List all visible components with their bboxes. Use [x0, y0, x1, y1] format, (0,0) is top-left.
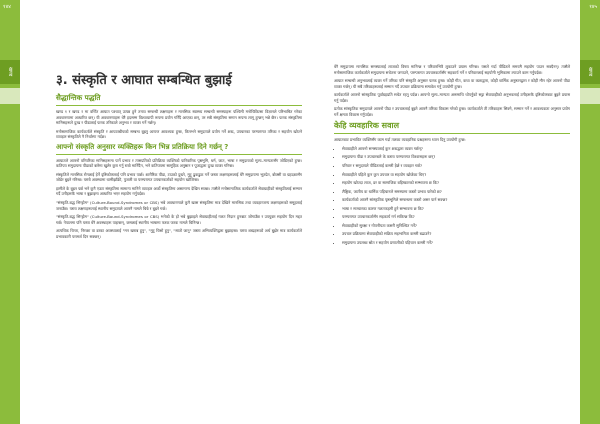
paragraph: धेरै समुदायमा मानसिक समस्यालाई लाजको विषय मानिन्छ र परिवारभित्रै लुकाउने प्रयास गरिन्छ। यसले गर्दा पीडितले समयमै सहयोग पाउन सक्दैनन्। त्यसैले मनोसामाजिक कार्यकर्ताले समुदायमा सचेतना जगाउने, परम्परागत उपचारकर्तासँग सहकार्य गर्ने र परिवारलाई सहयोगी भूमिकामा ल्याउने काम गर्नुपर्दछ।	[334, 64, 570, 75]
paragraph: आघात सम्बन्धी अनुभवलाई व्यक्त गर्ने तरिका पनि संस्कृति अनुसार फरक हुन्छ। कोही गीत, कथा वा कलाद्वारा, कोही धार्मिक अनुष्ठानद्वारा र कोही मौन रहेर आफ्नो पीडा व्यक्त गर्छन्। यी सबै तरिकाहरूलाई सम्मान गर्दै उपचार प्रक्रियामा समावेश गर्नु उपयोगी हुन्छ।	[334, 78, 570, 89]
practical-questions-list	[334, 146, 570, 246]
left-page-number: १४४	[3, 4, 11, 10]
list-item: • सहयोग खोज्दा लाज, डर वा सामाजिक बहिष्कारको सम्भावना छ कि?	[342, 180, 570, 186]
paragraph: संस्कृतिले मानसिक रोगलाई हेर्ने दृष्टिकोणलाई पनि प्रभाव पार्छ। शारीरिक पीडा, टाउको दुख्ने, मुटु ढुकढुक गर्ने जस्ता लक्षणहरूलाई धेरै समुदायमा भूतप्रेत, बोक्सी वा ग्रहदशासँग जोडेर बुझ्ने गरिन्छ। यस्तो अवस्थामा धामीझाँक्री, पुजारी वा परम्परागत उपचारकर्ताको सहयोग खोजिन्छ।	[56, 171, 302, 183]
paragraph: प्रत्येक सांस्कृतिक समुदायले आफ्नो पीडा र उपचारलाई बुझ्ने आफ्नै तरिका विकास गरेको हुन्छ। कार्यकर्ताले ती तरिकाहरू सिक्ने, सम्मान गर्ने र आवश्यकता अनुसार प्रयोग गर्ने क्षमता विकास गर्नुपर्दछ।	[334, 106, 570, 117]
paragraph: "संस्कृति-बद्ध सिन्ड्रोम" (Culture-Bound-Syndromes or CBS) भनेको के हो भन्ने बुझाइले सेवाग्राहीलाई गलत निदान हुनबाट जोगाउँछ र उपयुक्त सहयोग दिन मद्दत गर्छ। नेपालमा पनि यस्ता धेरै अवस्थाहरू पाइन्छन्, जसलाई स्थानीय भाषामा फरक फरक नामले चिनिन्छ।	[56, 214, 302, 225]
paragraph: खण्ड १ र खण्ड २ मा वर्णित आघात पश्चात् उत्पन्न हुने तनाव सम्बन्धी लक्षणहरू र मानसिक स्वास्थ्य सम्बन्धी समस्याहरू पश्चिमी मनोचिकित्सा विज्ञानले परिभाषित गरेका अवधारणामा आधारित छन्। यी अवधारणाहरू धेरै हदसम्म विश्वव्यापी रूपमा प्रयोग गरिँदै आएका छन्, तर सबै संस्कृतिमा समान रूपमा लागू हुन्छन् भन्ने छैन। फरक संस्कृतिमा मानिसहरूले दुःख र पीडालाई फरक तरिकाले अनुभव र व्यक्त गर्ने गर्छन्।	[56, 109, 302, 126]
left-column	[56, 0, 302, 424]
left-content	[56, 93, 302, 242]
list-item: • भाषा र सञ्चारका कारण गलतफहमी हुने सम्भावना छ कि?	[342, 206, 570, 212]
section-rule	[334, 133, 570, 134]
section-theory-title: सैद्धान्तिक पद्धति	[56, 93, 101, 102]
section-practical-title: केहि व्यवहारिक सवाल	[334, 121, 400, 131]
section-rule	[56, 105, 302, 106]
paragraph: अत्यधिक चिन्ता, निराशा वा डरका अवस्थालाई "मन खराब हुनु", "मुटु चिसो हुनु", "सातो जानु" जस्ता अभिव्यक्तिद्वारा बुझाइन्छ। यस्ता शब्दहरूको अर्थ बुझेर मात्र कार्यकर्ताले प्रभावकारी परामर्श दिन सक्छन्।	[56, 228, 302, 239]
practical-intro: आघातबाट प्रभावित व्यक्तिसँग काम गर्दा तलका व्यवहारिक प्रश्नहरूमा ध्यान दिनु उपयोगी हुन्छ:	[334, 137, 466, 143]
right-section-tab: खण्ड	[580, 60, 600, 84]
left-tab-accent	[0, 88, 20, 104]
chapter-title: ३. संस्कृति र आघात सम्बन्धित बुझाई	[56, 73, 232, 88]
list-item: • सेवाग्राहीले पहिले कुन कुन उपचार वा सहयोग खोजेका थिए?	[342, 172, 570, 178]
right-content	[334, 64, 570, 248]
section-rule	[56, 154, 302, 155]
list-item: • सेवाग्राहीको सुरक्षा र गोपनीयता कसरी सुनिश्चित गर्ने?	[342, 223, 570, 229]
paragraph: "संस्कृति-बद्ध सिन्ड्रोम" (Culture-Bound-Syndromes or CBS) भन्ने अवधारणाले कुनै खास संस्कृतिमा मात्र देखिने मानसिक तथा व्यवहारजन्य लक्षणहरूको समूहलाई जनाउँछ। यस्ता लक्षणहरूलाई स्थानीय समुदायले आफ्नै नामले चिन्ने र बुझ्ने गर्छ।	[56, 200, 302, 211]
right-column	[334, 0, 570, 424]
list-item: • समुदायमा उपलब्ध स्रोत र सहयोग प्रणालीको पहिचान कसरी गर्ने?	[342, 240, 570, 246]
section-culture-question-title: आफ्नो संस्कृति अनुसार व्यक्तिहरू किन भिन्न प्रतिक्रिया दिने गर्छन् ?	[56, 142, 229, 151]
list-item: • परिवार र समुदायले पीडितलाई कसरी हेर्छ र व्यवहार गर्छ?	[342, 163, 570, 169]
paragraph: कार्यकर्ताले आफ्नो सांस्कृतिक पूर्वाग्रहप्रति सचेत रहनु पर्दछ। आफ्नो मूल्य–मान्यता अरूमाथि थोपर्नुको सट्टा सेवाग्राहीको अनुभवलाई उनीहरूकै दृष्टिकोणबाट बुझ्ने प्रयास गर्नु पर्दछ।	[334, 92, 570, 103]
paragraph: हामीले के बुझ्न पर्छ भने कुनै एउटा संस्कृतिमा सामान्य मानिने व्यवहार अर्को संस्कृतिमा असामान्य देखिन सक्छ। त्यसैले मनोसामाजिक कार्यकर्ताले सेवाग्राहीको संस्कृतिलाई सम्मान गर्दै उनीहरूकै भाषा र बुझाइमा आधारित भएर सहयोग गर्नुपर्दछ।	[56, 185, 302, 197]
list-item: • कार्यकर्ताको आफ्नै सांस्कृतिक पृष्ठभूमिले सम्बन्धमा कस्तो असर पार्न सक्छ?	[342, 197, 570, 203]
list-item: • सेवाग्राहीले आफ्नो समस्यालाई कुन शब्दद्वारा व्यक्त गर्छन्?	[342, 146, 570, 152]
list-item: • परम्परागत उपचारकर्तासँग सहकार्य गर्न सकिन्छ कि?	[342, 214, 570, 220]
left-section-tab: खण्ड	[0, 60, 20, 84]
list-item: • उपचार प्रक्रियामा सेवाग्राहीको सक्रिय सहभागिता कसरी बढाउने?	[342, 231, 570, 237]
paragraph: मनोसामाजिक कार्यकर्ताले संस्कृति र आघातबीचको सम्बन्ध बुझ्नु अत्यन्त आवश्यक हुन्छ, किनभने समुदायले प्रयोग गर्ने शब्द, उपचारका परम्परागत तरिका र सहयोग खोज्ने व्यवहार संस्कृतिले नै निर्धारण गर्दछ।	[56, 128, 302, 140]
list-item: • समुदायमा पीडा र उपचारबारे के कस्ता परम्परागत विश्वासहरू छन्?	[342, 154, 570, 160]
right-page-number: १४५	[589, 4, 597, 10]
paragraph: आघातले आफ्नो वरिपरिका मानिसहरूमा पार्ने प्रभाव र त्यसप्रतिको प्रतिक्रिया व्यक्तिको पारिवारिक पृष्ठभूमि, धर्म, जात, भाषा र समुदायको मूल्य–मान्यतासँग जोडिएको हुन्छ। कतिपय समुदायमा पीडाको बारेमा खुलेर कुरा गर्नु राम्रो मानिँदैन, भने कतिपयमा सामूहिक अनुष्ठान र पूजाद्वारा दुःख व्यक्त गरिन्छ।	[56, 157, 302, 169]
right-tab-accent	[580, 88, 600, 104]
list-item: • लैङ्गिक, जातीय वा धार्मिक पहिचानले समस्यामा कस्तो प्रभाव पारेको छ?	[342, 189, 570, 195]
